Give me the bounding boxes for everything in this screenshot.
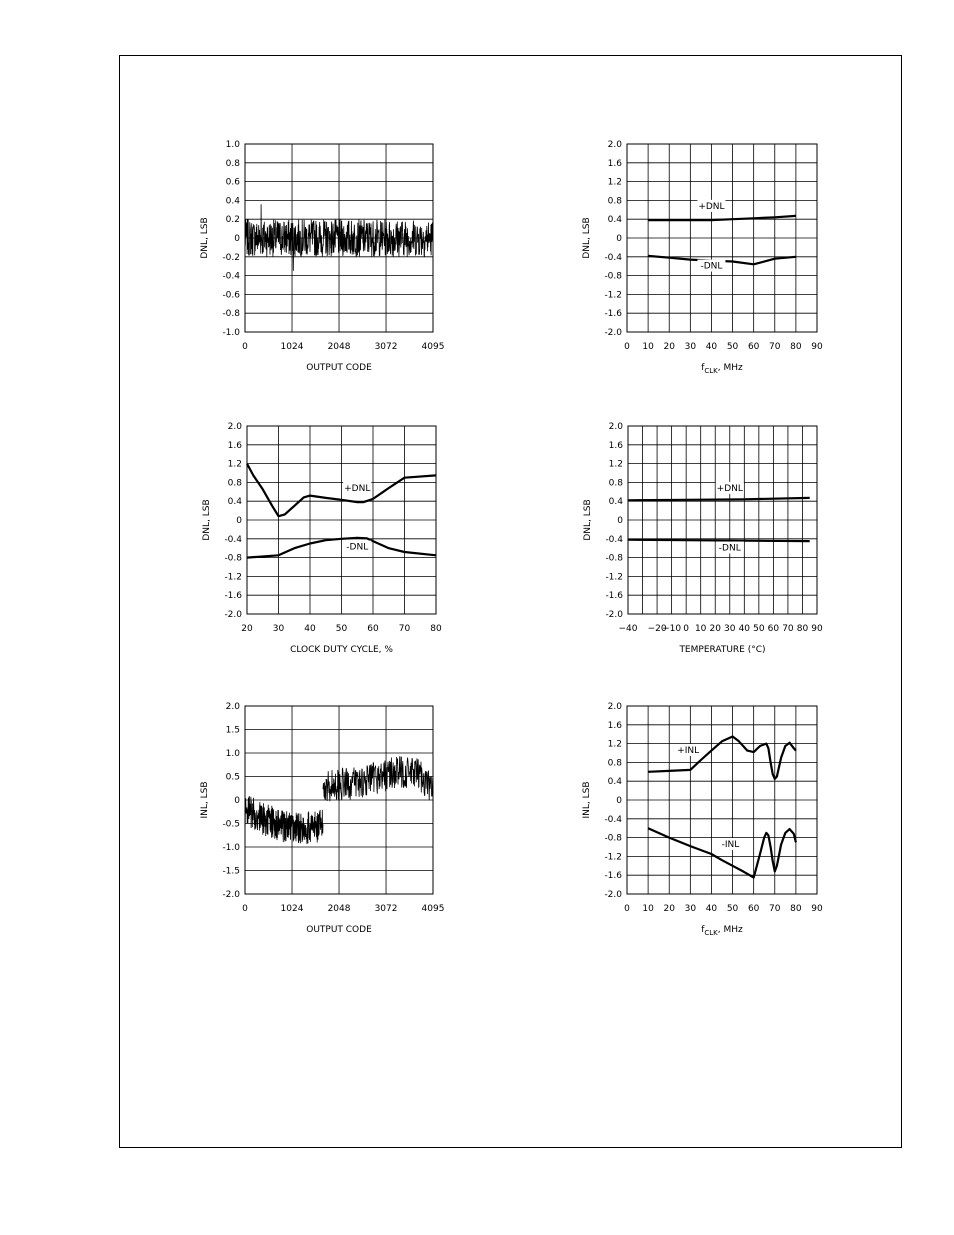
series-label: +INL bbox=[677, 746, 700, 756]
y-tick-label: -0.8 bbox=[604, 833, 622, 844]
x-tick-label: 4095 bbox=[421, 342, 445, 352]
y-tick-label: 1.2 bbox=[607, 177, 622, 188]
y-axis-label: INL, LSB bbox=[582, 781, 592, 819]
y-tick-label: -1.2 bbox=[604, 290, 622, 301]
chart-5 bbox=[200, 702, 444, 935]
y-tick-label: -1.2 bbox=[604, 852, 622, 863]
y-tick-label: -0.2 bbox=[222, 252, 240, 263]
y-tick-label: 0.8 bbox=[607, 196, 622, 207]
y-tick-label: -0.8 bbox=[605, 553, 623, 564]
y-tick-label: -2.0 bbox=[224, 610, 242, 620]
x-axis-label: OUTPUT CODE bbox=[306, 363, 372, 373]
x-tick-label: 80 bbox=[790, 342, 802, 352]
x-tick-label: 2048 bbox=[327, 904, 351, 914]
x-tick-label: 20 bbox=[241, 624, 253, 634]
x-tick-label: 70 bbox=[398, 624, 411, 634]
x-tick-label: 60 bbox=[367, 624, 379, 634]
y-tick-label: 1.6 bbox=[607, 158, 622, 169]
y-tick-label: 1.2 bbox=[607, 739, 622, 750]
x-axis-label: $f_{CLK}$, MHz bbox=[701, 925, 743, 937]
y-tick-label: -0.8 bbox=[224, 553, 242, 564]
y-tick-label: -1.6 bbox=[604, 871, 622, 882]
y-axis-label: DNL, LSB bbox=[583, 499, 593, 541]
y-tick-label: -1.2 bbox=[224, 572, 242, 583]
y-axis-label: INL, LSB bbox=[200, 781, 210, 819]
y-tick-label: -0.8 bbox=[222, 309, 240, 320]
y-tick-label: 2.0 bbox=[607, 140, 622, 150]
x-tick-label: 80 bbox=[790, 904, 802, 914]
x-tick-label: 4095 bbox=[421, 904, 445, 914]
x-tick-label: 2048 bbox=[327, 342, 351, 352]
y-tick-label: -2.0 bbox=[222, 890, 240, 900]
y-tick-label: 0.4 bbox=[608, 497, 623, 508]
noise-trace bbox=[323, 756, 433, 801]
y-tick-label: -1.0 bbox=[222, 843, 240, 853]
y-tick-label: 0.4 bbox=[227, 497, 242, 508]
x-tick-label: 60 bbox=[747, 904, 760, 914]
x-tick-label: 30 bbox=[724, 624, 736, 634]
x-tick-label: 40 bbox=[304, 624, 316, 634]
x-tick-label: 30 bbox=[684, 342, 697, 352]
y-tick-label: 1.0 bbox=[225, 140, 240, 150]
x-tick-label: 20 bbox=[709, 624, 721, 634]
y-tick-label: -1.0 bbox=[222, 328, 240, 338]
chart-4 bbox=[583, 422, 823, 655]
x-tick-label: 3072 bbox=[374, 904, 398, 914]
x-tick-label: 1024 bbox=[280, 904, 304, 914]
y-tick-label: -2.0 bbox=[605, 610, 623, 620]
x-tick-label: 30 bbox=[272, 624, 285, 634]
y-tick-label: 0.4 bbox=[607, 215, 622, 226]
x-tick-label: 50 bbox=[726, 342, 739, 352]
y-tick-label: 0.5 bbox=[225, 772, 240, 783]
y-tick-label: 0 bbox=[616, 234, 622, 244]
y-tick-label: -0.4 bbox=[604, 814, 622, 825]
y-tick-label: 0.4 bbox=[225, 196, 240, 207]
x-axis-label: TEMPERATURE (°C) bbox=[679, 645, 766, 655]
x-tick-label: 40 bbox=[705, 904, 718, 914]
x-tick-label: 80 bbox=[796, 624, 809, 634]
y-tick-label: 0.4 bbox=[607, 777, 622, 788]
chart-6 bbox=[582, 702, 823, 937]
y-tick-label: -0.4 bbox=[222, 271, 240, 282]
x-tick-label: 10 bbox=[694, 624, 707, 634]
x-tick-label: 90 bbox=[811, 624, 823, 634]
y-tick-label: 0 bbox=[234, 796, 240, 806]
y-tick-label: -0.4 bbox=[224, 534, 242, 545]
x-tick-label: 70 bbox=[769, 904, 781, 914]
y-tick-label: 0 bbox=[617, 516, 623, 526]
x-axis-label: OUTPUT CODE bbox=[306, 925, 372, 935]
y-tick-label: 1.6 bbox=[608, 440, 623, 451]
x-tick-label: 3072 bbox=[374, 342, 398, 352]
x-tick-label: 50 bbox=[726, 904, 739, 914]
series-label: +DNL bbox=[698, 201, 725, 212]
x-tick-label: 40 bbox=[705, 342, 718, 352]
x-tick-label: 90 bbox=[811, 904, 823, 914]
y-tick-label: -0.8 bbox=[604, 271, 622, 282]
y-tick-label: 1.6 bbox=[607, 720, 622, 731]
y-axis-label: DNL, LSB bbox=[200, 217, 210, 259]
y-tick-label: 2.0 bbox=[608, 422, 623, 432]
series-line bbox=[628, 498, 810, 500]
series-line bbox=[628, 540, 810, 541]
y-tick-label: 0 bbox=[236, 516, 242, 526]
y-tick-label: -1.5 bbox=[222, 866, 240, 877]
x-tick-label: 70 bbox=[782, 624, 794, 634]
x-axis-label: CLOCK DUTY CYCLE, % bbox=[290, 645, 393, 655]
y-tick-label: 1.5 bbox=[225, 725, 240, 736]
y-axis-label: DNL, LSB bbox=[202, 499, 212, 541]
x-tick-label: 60 bbox=[747, 342, 760, 352]
x-tick-label: 60 bbox=[767, 624, 780, 634]
y-axis-label: DNL, LSB bbox=[582, 217, 592, 259]
x-tick-label: 0 bbox=[242, 904, 248, 914]
y-tick-label: 1.0 bbox=[225, 749, 240, 759]
chart-3 bbox=[202, 422, 442, 655]
y-tick-label: 1.2 bbox=[608, 459, 623, 470]
noise-trace bbox=[245, 796, 323, 844]
x-tick-label: 90 bbox=[811, 342, 823, 352]
y-tick-label: 0 bbox=[616, 796, 622, 806]
x-tick-label: −40 bbox=[618, 624, 638, 634]
y-tick-label: -0.4 bbox=[605, 534, 623, 545]
x-tick-label: 20 bbox=[663, 904, 675, 914]
y-tick-label: -0.4 bbox=[604, 252, 622, 263]
y-tick-label: 1.2 bbox=[227, 459, 242, 470]
y-tick-label: -1.6 bbox=[605, 591, 623, 602]
chart-1 bbox=[200, 140, 444, 373]
y-tick-label: -2.0 bbox=[604, 328, 622, 338]
y-tick-label: 2.0 bbox=[225, 702, 240, 712]
y-tick-label: -1.6 bbox=[604, 309, 622, 320]
x-tick-label: 10 bbox=[642, 904, 654, 914]
y-tick-label: -2.0 bbox=[604, 890, 622, 900]
y-tick-label: 0 bbox=[234, 234, 240, 244]
x-tick-label: 0 bbox=[683, 624, 690, 634]
x-tick-label: 50 bbox=[335, 624, 348, 634]
x-tick-label: 40 bbox=[738, 624, 751, 634]
y-tick-label: -0.5 bbox=[222, 819, 240, 830]
series-label: -DNL bbox=[346, 542, 369, 553]
y-tick-label: -1.6 bbox=[224, 591, 242, 602]
y-tick-label: -1.2 bbox=[605, 572, 623, 583]
y-tick-label: 0.6 bbox=[225, 177, 240, 188]
chart-2 bbox=[582, 140, 823, 375]
y-tick-label: 0.8 bbox=[225, 158, 240, 169]
series-label: -DNL bbox=[700, 261, 723, 272]
y-tick-label: 0.8 bbox=[227, 478, 242, 489]
y-tick-label: 2.0 bbox=[607, 702, 622, 712]
x-axis-label: $f_{CLK}$, MHz bbox=[701, 363, 743, 375]
y-tick-label: 0.8 bbox=[607, 758, 622, 769]
series-label: -INL bbox=[721, 840, 740, 850]
x-tick-label: −20 bbox=[647, 624, 667, 634]
series-label: +DNL bbox=[716, 483, 743, 494]
y-tick-label: 1.6 bbox=[227, 440, 242, 451]
x-tick-label: 0 bbox=[242, 342, 248, 352]
x-tick-label: 70 bbox=[769, 342, 781, 352]
series-label: -DNL bbox=[718, 543, 741, 554]
y-tick-label: 0.2 bbox=[225, 215, 240, 226]
x-tick-label: 1024 bbox=[280, 342, 304, 352]
y-tick-label: 2.0 bbox=[227, 422, 242, 432]
x-tick-label: 80 bbox=[430, 624, 442, 634]
x-tick-label: 30 bbox=[684, 904, 697, 914]
y-tick-label: 0.8 bbox=[608, 478, 623, 489]
x-tick-label: 10 bbox=[642, 342, 654, 352]
series-line bbox=[648, 828, 796, 877]
y-tick-label: -0.6 bbox=[222, 290, 240, 301]
x-tick-label: 0 bbox=[624, 904, 630, 914]
series-line bbox=[648, 737, 796, 779]
x-tick-label: 20 bbox=[663, 342, 675, 352]
series-label: +DNL bbox=[344, 483, 371, 494]
x-tick-label: 50 bbox=[753, 624, 765, 634]
x-tick-label: −10 bbox=[662, 624, 682, 634]
x-tick-label: 0 bbox=[624, 342, 630, 352]
